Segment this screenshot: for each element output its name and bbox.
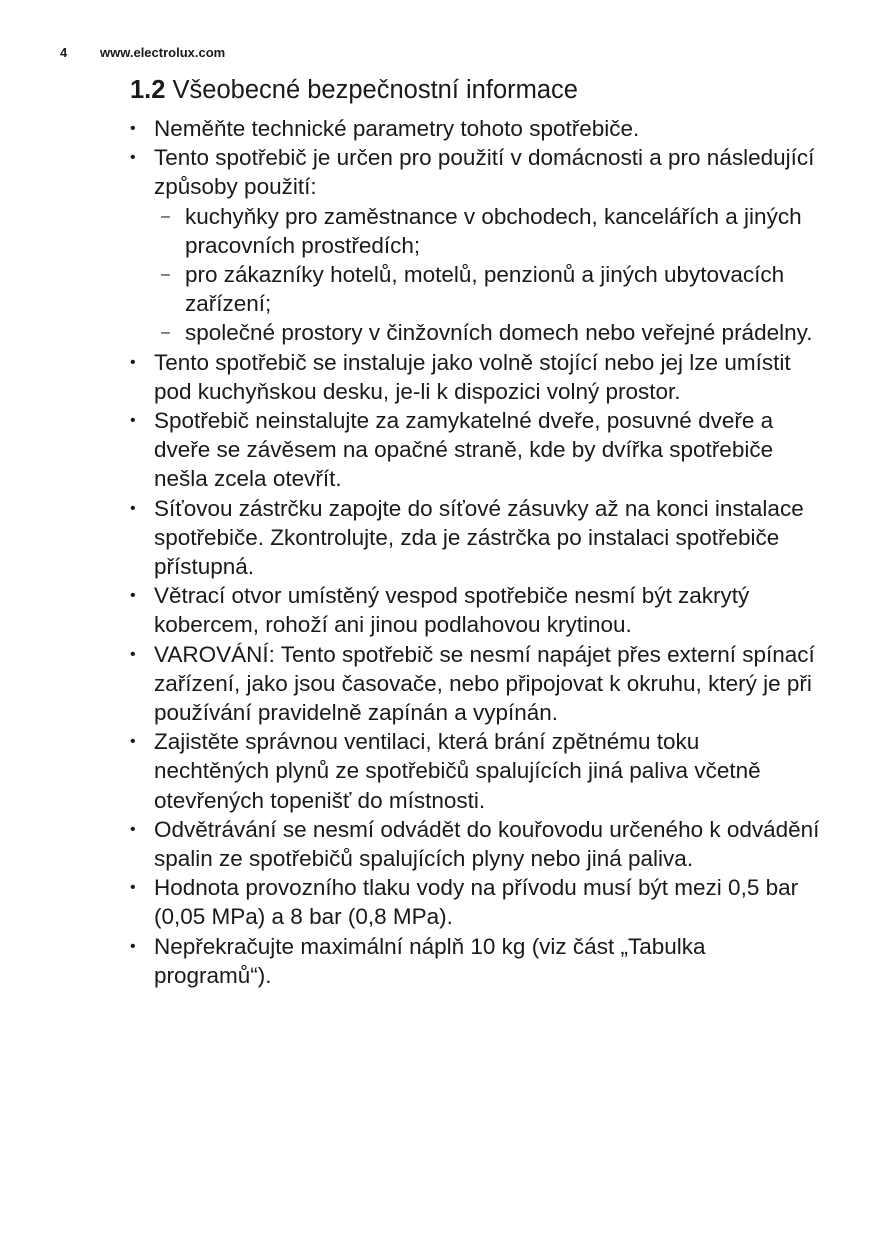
bullet: • <box>130 587 136 605</box>
sublist-item <box>154 260 820 318</box>
list-item <box>130 406 820 494</box>
list-item-text: Větrací otvor umístěný vespod spotřebiče nesmí být zakrytý kobercem, rohoží ani jinou podlahovou krytinou. <box>154 583 750 638</box>
page-content <box>130 72 820 990</box>
page-number: 4 <box>60 45 68 60</box>
page-header <box>60 45 225 60</box>
section-number: 1.2 <box>130 76 166 104</box>
list-item-text: VAROVÁNÍ: Tento spotřebič se nesmí napájet přes externí spínací zařízení, jako jsou časovače, nebo připojovat k okruhu, který je při používání pravidelně zapínán a vypínán. <box>154 641 815 726</box>
sublist-item <box>154 202 820 260</box>
sublist-item-text: kuchyňky pro zaměstnance v obchodech, kancelářích a jiných pracovních prostředích; <box>185 203 802 258</box>
bullet: • <box>130 879 136 897</box>
bullet: • <box>130 645 136 663</box>
list-item-text: Neměňte technické parametry tohoto spotřebiče. <box>154 116 640 141</box>
bullet: • <box>130 120 136 137</box>
dash: – <box>161 207 170 225</box>
bullet: • <box>130 412 136 430</box>
list-item-text: Hodnota provozního tlaku vody na přívodu musí být mezi 0,5 bar (0,05 MPa) a 8 bar (0,8 MPa). <box>154 875 799 930</box>
list-item <box>130 114 820 143</box>
list-item-text: Tento spotřebič se instaluje jako volně stojící nebo jej lze umístit pod kuchyňskou desku, je-li k dispozici volný prostor. <box>154 349 791 404</box>
bullet: • <box>130 733 136 751</box>
list-item-text: Zajistěte správnou ventilaci, která brání zpětnému toku nechtěných plynů ze spotřebičů spalujících jiná paliva včetně otevřených topenišť do místnosti. <box>154 729 761 813</box>
list-item <box>130 932 820 990</box>
site-url: www.electrolux.com <box>100 45 226 60</box>
list-item-text: Spotřebič neinstalujte za zamykatelné dveře, posuvné dveře a dveře se závěsem na opačné straně, kde by dvířka spotřebiče nešla zcela otevřít. <box>154 408 774 492</box>
sublist-item-text: společné prostory v činžovních domech nebo veřejné prádelny. <box>185 320 813 346</box>
list-item-text: Odvětrávání se nesmí odvádět do kouřovodu určeného k odvádění spalin ze spotřebičů spalujících plyny nebo jiná paliva. <box>154 816 820 872</box>
bullet: • <box>130 499 136 517</box>
list-item <box>130 873 820 931</box>
list-item <box>130 815 820 873</box>
dash: – <box>161 324 170 342</box>
bullet: • <box>130 937 136 955</box>
section-title <box>130 72 820 108</box>
list-item-text: Tento spotřebič je určen pro použití v domácnosti a pro následující způsoby použití: <box>154 145 815 200</box>
bullet: • <box>130 149 136 167</box>
list-item <box>130 727 820 815</box>
dash: – <box>161 266 170 284</box>
bullet: • <box>130 820 136 838</box>
list-item <box>130 143 820 347</box>
list-item <box>130 640 820 728</box>
list-item <box>130 494 820 582</box>
list-item <box>130 348 820 406</box>
sublist-item <box>154 318 820 347</box>
section-title-text: Všeobecné bezpečnostní informace <box>172 76 578 104</box>
bullet: • <box>130 353 136 371</box>
sublist-item-text: pro zákazníky hotelů, motelů, penzionů a jiných ubytovacích zařízení; <box>185 262 785 317</box>
safety-list <box>130 114 820 990</box>
list-item-text: Nepřekračujte maximální náplň 10 kg (viz část „Tabulka programů“). <box>154 933 706 988</box>
usage-sublist <box>154 202 820 348</box>
list-item-text: Síťovou zástrčku zapojte do síťové zásuvky až na konci instalace spotřebiče. Zkontrolujte, zda je zástrčka po instalaci spotřebiče přístupná. <box>154 495 804 580</box>
list-item <box>130 581 820 639</box>
